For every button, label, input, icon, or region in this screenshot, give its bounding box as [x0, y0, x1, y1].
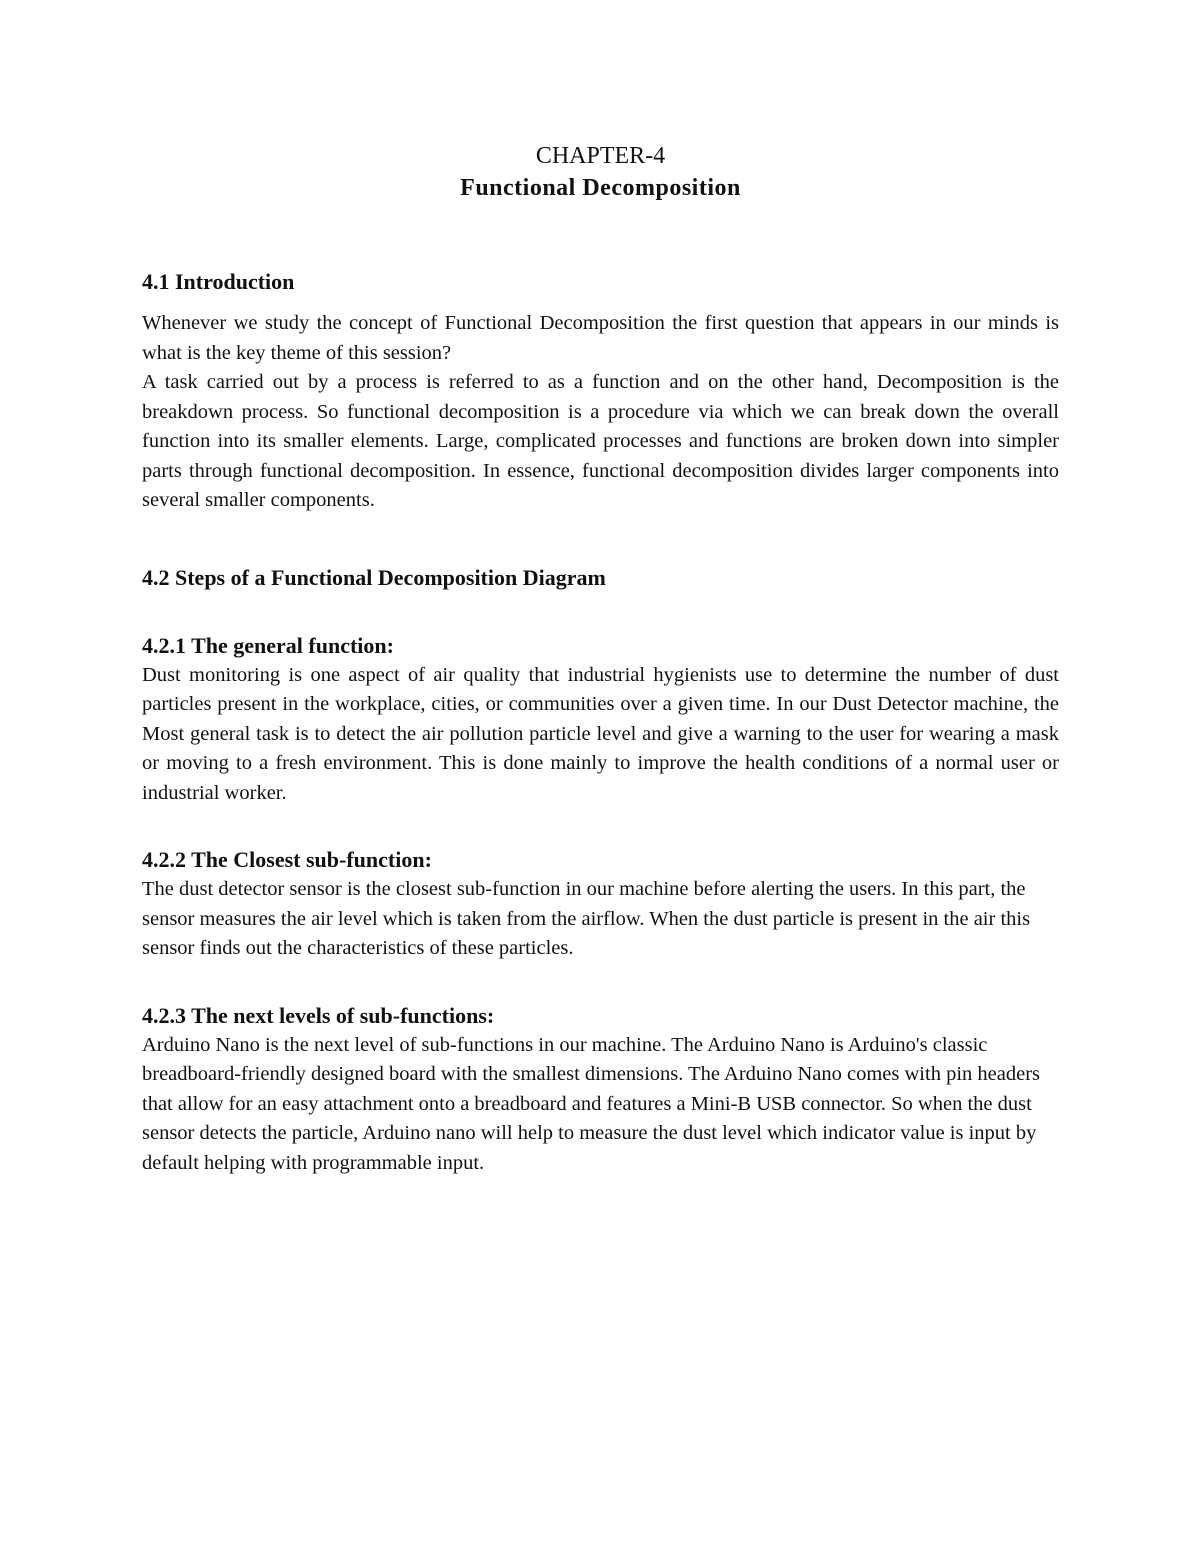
spacer: [142, 964, 1059, 1001]
section-heading-introduction: 4.1 Introduction: [142, 269, 295, 294]
chapter-header: [142, 140, 1059, 204]
chapter-label: CHAPTER-4: [535, 143, 666, 169]
spacer: [142, 297, 1059, 309]
section-heading-steps: 4.2 Steps of a Functional Decomposition Diagram: [142, 564, 606, 590]
subsection-heading-general-function: 4.2.1 The general function:: [142, 632, 394, 658]
intro-paragraph-1: Whenever we study the concept of Functional Decomposition the first question that appears in our minds is what is the key theme of this session?: [142, 312, 1059, 364]
chapter-title: Functional Decomposition: [460, 175, 741, 201]
closest-sub-function-paragraph: The dust detector sensor is the closest sub-function in our machine before alerting the users. In this part, the sensor measures the air level which is taken from the airflow. When the dust particle is present in the air this sensor finds out the characteristics of these particles.: [142, 878, 1031, 959]
page-content: [142, 140, 1059, 1178]
intro-paragraph-2: A task carried out by a process is referred to as a function and on the other hand, Decomposition is the breakdown process. So functional decomposition is a procedure via which we can break down the overall function into its smaller elements. Large, complicated processes and functions are broken down into simpler parts through functional decomposition. In essence, functional decomposition divides larger components into several smaller components.: [142, 371, 1059, 511]
next-levels-paragraph: Arduino Nano is the next level of sub-functions in our machine. The Arduino Nano is Arduino's classic breadboard-friendly designed board with the smallest dimensions. The Arduino Nano comes with pin headers that allow for an easy attachment onto a breadboard and features a Mini-B USB connector. So when the dust sensor detects the particle, Arduino nano will help to measure the dust level which indicator value is input by default helping with programmable input.: [142, 1033, 1040, 1174]
spacer: [142, 593, 1059, 631]
subsection-heading-next-levels: 4.2.3 The next levels of sub-functions:: [142, 1002, 495, 1028]
subsection-heading-closest-sub-function: 4.2.2 The Closest sub-function:: [142, 847, 432, 872]
spacer: [142, 808, 1059, 845]
general-function-paragraph: Dust monitoring is one aspect of air quality that industrial hygienists use to determine the number of dust particles present in the workplace, cities, or communities over a given time. In our Dust Detector machine, the Most general task is to detect the air pollution particle level and give a warning to the user for wearing a mask or moving to a fresh environment. This is done mainly to improve the health conditions of a normal user or industrial worker.: [142, 663, 1059, 804]
spacer: [142, 204, 1059, 267]
spacer: [142, 516, 1059, 563]
